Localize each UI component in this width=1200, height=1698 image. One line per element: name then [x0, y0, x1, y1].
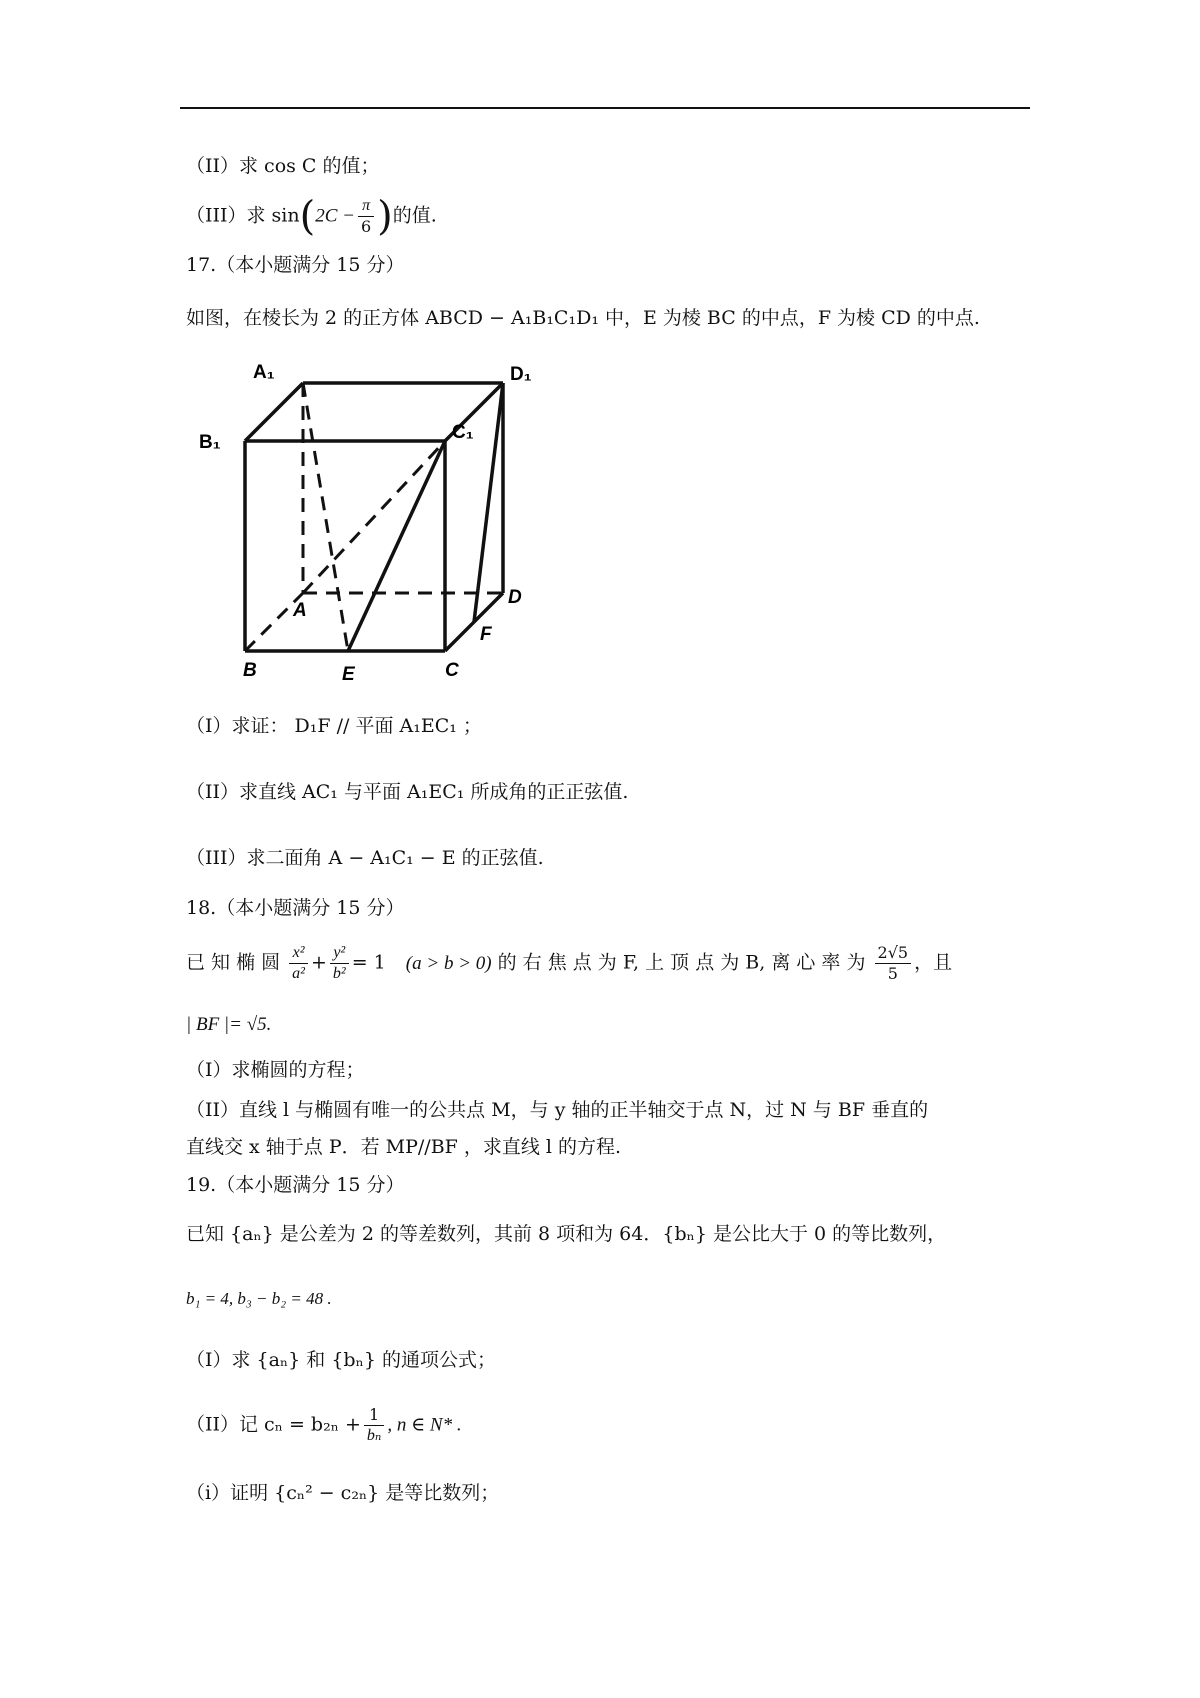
q19-condition: b₁ = 4, b₃ − b₂ = 48 .: [186, 1289, 332, 1308]
label-c1: C₁: [452, 422, 474, 443]
fraction-numerator: 1: [364, 1405, 384, 1426]
fraction-denominator: 6: [360, 217, 372, 236]
q18-intro: [186, 943, 952, 984]
cube-figure: [199, 358, 565, 688]
header-rule: [180, 107, 1030, 109]
q18-header: 18.（本小题满分 15 分）: [186, 897, 405, 919]
segment-f-d1: [474, 383, 503, 622]
edge-b1-a1: [245, 383, 303, 441]
right-paren: ): [377, 193, 393, 240]
q19-part2-prefix: （II）记 cₙ = b₂ₙ +: [186, 1413, 361, 1436]
fraction-numerator: 2√5: [875, 943, 912, 964]
eccentricity-fraction: [875, 943, 912, 984]
q19-part1: （I）求 {aₙ} 和 {bₙ} 的通项公式；: [186, 1349, 496, 1371]
q18-part2-line2: 直线交 x 轴于点 P．若 MP//BF ，求直线 l 的方程.: [186, 1136, 622, 1158]
fraction-numerator: y²: [330, 943, 349, 964]
q16-part3-prefix: （III）求 sin: [186, 204, 300, 227]
hidden-segment-a1-e: [303, 383, 348, 651]
q17-part1: （I）求证： D₁F // 平面 A₁EC₁ ；: [186, 715, 482, 737]
left-paren: (: [299, 193, 316, 240]
fraction-denominator: a²: [292, 965, 305, 982]
y-squared-fraction: [330, 943, 349, 984]
q18-part1: （I）求椭圆的方程；: [186, 1059, 365, 1081]
label-c: C: [445, 660, 459, 681]
plus-sign: +: [310, 951, 327, 974]
q17-part3: （III）求二面角 A − A₁C₁ − E 的正弦值.: [186, 847, 544, 869]
label-d: D: [508, 587, 522, 608]
q16-part3-inner: 2C −: [315, 205, 355, 227]
q16-part3-suffix: 的值.: [392, 204, 437, 227]
q19-part2-i: （i）证明 {cₙ² − c₂ₙ} 是等比数列；: [186, 1482, 500, 1504]
q18-part2-line1: （II）直线 l 与椭圆有唯一的公共点 M，与 y 轴的正半轴交于点 N，过 N 与 BF 垂直的: [186, 1099, 929, 1121]
label-a: A: [293, 600, 307, 621]
x-squared-fraction: [289, 943, 308, 984]
label-e: E: [342, 664, 355, 685]
fraction-denominator: 5: [887, 964, 898, 983]
label-b: B: [243, 660, 257, 681]
fraction-denominator: bₙ: [366, 1427, 382, 1444]
q19-intro: 已知 {aₙ} 是公差为 2 的等差数列，其前 8 项和为 64．{bₙ} 是公比大于 0 的等比数列，: [186, 1223, 947, 1245]
label-a1: A₁: [253, 362, 275, 383]
q16-part2: （II）求 cos C 的值；: [186, 155, 380, 177]
one-over-bn-fraction: [364, 1405, 384, 1446]
label-d1: D₁: [510, 364, 532, 385]
label-f: F: [480, 624, 492, 645]
q19-part2: [186, 1405, 462, 1446]
fraction-numerator: x²: [289, 943, 308, 964]
equals-one: = 1: [351, 951, 386, 974]
q17-intro: 如图，在棱长为 2 的正方体 ABCD − A₁B₁C₁D₁ 中，E 为棱 BC 的中点，F 为棱 CD 的中点.: [186, 307, 980, 329]
q18-intro-prefix: 已 知 椭 圆: [186, 951, 281, 974]
q16-part3: [186, 193, 437, 240]
q19-part2-suffix: , n ∈ N* .: [387, 1414, 462, 1436]
q17-header: 17.（本小题满分 15 分）: [186, 254, 405, 276]
q19-header: 19.（本小题满分 15 分）: [186, 1174, 405, 1196]
q18-intro-mid: 的 右 焦 点 为 F, 上 顶 点 为 B, 离 心 率 为: [497, 951, 866, 974]
segment-e-c1: [348, 441, 445, 651]
q18-bf: | BF |= √5.: [186, 1014, 272, 1035]
hidden-segment-a-c1: [303, 441, 445, 593]
pi-over-six-fraction: [358, 196, 374, 237]
q18-intro-end: ，且: [914, 951, 953, 974]
fraction-numerator: π: [358, 196, 374, 217]
fraction-denominator: b²: [332, 965, 346, 982]
label-b1: B₁: [199, 432, 221, 453]
q18-condition: (a > b > 0): [405, 952, 492, 974]
q17-part2: （II）求直线 AC₁ 与平面 A₁EC₁ 所成角的正正弦值.: [186, 781, 629, 803]
